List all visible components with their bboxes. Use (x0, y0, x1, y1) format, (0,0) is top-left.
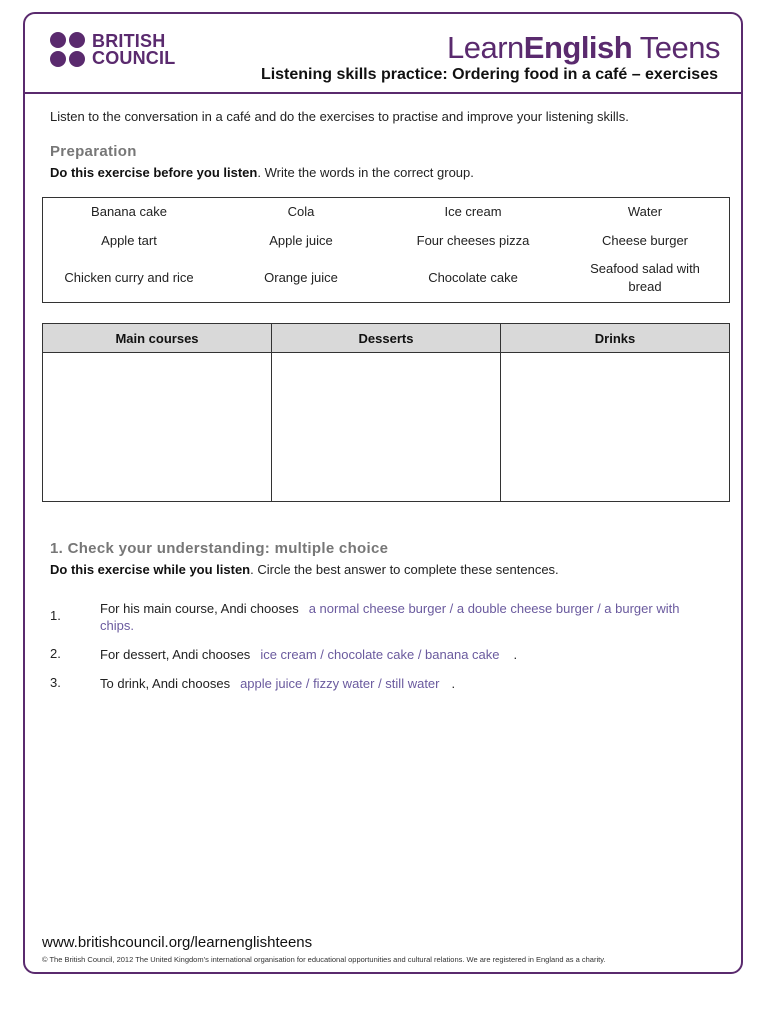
word-item: Ice cream (444, 204, 502, 219)
answer-area-desserts[interactable] (272, 353, 500, 501)
answer-options[interactable]: ice cream / chocolate cake / banana cake (260, 647, 500, 662)
answer-area-main-courses[interactable] (43, 353, 271, 501)
word-bank (42, 197, 730, 303)
footer-url[interactable]: www.britishcouncil.org/learnenglishteens (42, 934, 313, 951)
header-divider (25, 92, 741, 94)
footer-copyright: © The British Council, 2012 The United Kingdom’s international organisation for educational opportunities and cultural relations. We are registered in England as a charity. (42, 955, 606, 964)
group-header: Main courses (43, 324, 271, 353)
preparation-instruction (50, 165, 474, 180)
question-3 (50, 675, 730, 693)
sentence-end: . (513, 647, 518, 662)
question-text: To drink, Andi chooses (100, 676, 231, 691)
question-number: 1. (50, 608, 61, 623)
question-text: For his main course, Andi chooses (100, 601, 299, 616)
british-council-logo (50, 32, 175, 68)
word-item: Banana cake (91, 204, 167, 219)
word-item: Chicken curry and rice (64, 270, 194, 285)
question-text: For dessert, Andi chooses (100, 647, 251, 662)
exercise1-heading: 1. Check your understanding: multiple choice (50, 540, 389, 557)
preparation-heading: Preparation (50, 143, 137, 160)
british-council-dots-icon (50, 32, 86, 68)
grouping-table (42, 323, 730, 502)
word-item: Cola (287, 204, 315, 219)
group-column-main-courses (43, 324, 272, 501)
document-title: Listening skills practice: Ordering food in a café – exercises (260, 66, 718, 83)
group-column-desserts (272, 324, 501, 501)
word-item: Seafood salad with bread (590, 261, 700, 294)
le-logo-teens: Teens (632, 30, 720, 65)
preparation-instruction-rest: . Write the words in the correct group. (257, 165, 474, 180)
bc-logo-line2: COUNCIL (92, 48, 176, 68)
group-header: Drinks (501, 324, 729, 353)
learnenglish-teens-logo (447, 30, 720, 66)
exercise1-instruction-rest: . Circle the best answer to complete these sentences. (250, 562, 559, 577)
le-logo-learn: Learn (446, 30, 524, 65)
group-header: Desserts (272, 324, 500, 353)
exercise1-instruction-bold: Do this exercise while you listen (50, 562, 251, 577)
question-number: 2. (50, 646, 61, 661)
question-2 (50, 646, 730, 664)
question-1 (50, 601, 730, 644)
group-column-drinks (501, 324, 729, 501)
le-logo-english: English (523, 30, 633, 65)
answer-area-drinks[interactable] (501, 353, 729, 501)
word-item: Cheese burger (602, 233, 688, 248)
word-item: Apple tart (101, 233, 157, 248)
answer-options[interactable]: apple juice / fizzy water / still water (240, 676, 440, 691)
intro-text: Listen to the conversation in a café and do the exercises to practise and improve your listening skills. (50, 109, 629, 124)
bc-logo-line1: BRITISH (92, 31, 166, 51)
preparation-instruction-bold: Do this exercise before you listen (50, 165, 258, 180)
question-number: 3. (50, 675, 61, 690)
word-item: Four cheeses pizza (416, 233, 530, 248)
word-item: Apple juice (269, 233, 333, 248)
exercise1-instruction (50, 562, 559, 577)
sentence-end: . (451, 676, 456, 691)
answer-options[interactable]: a normal cheese burger / a double cheese burger / a burger with chips. (100, 601, 680, 633)
word-item: Orange juice (264, 270, 338, 285)
word-item: Water (627, 204, 663, 219)
word-item: Chocolate cake (428, 270, 518, 285)
